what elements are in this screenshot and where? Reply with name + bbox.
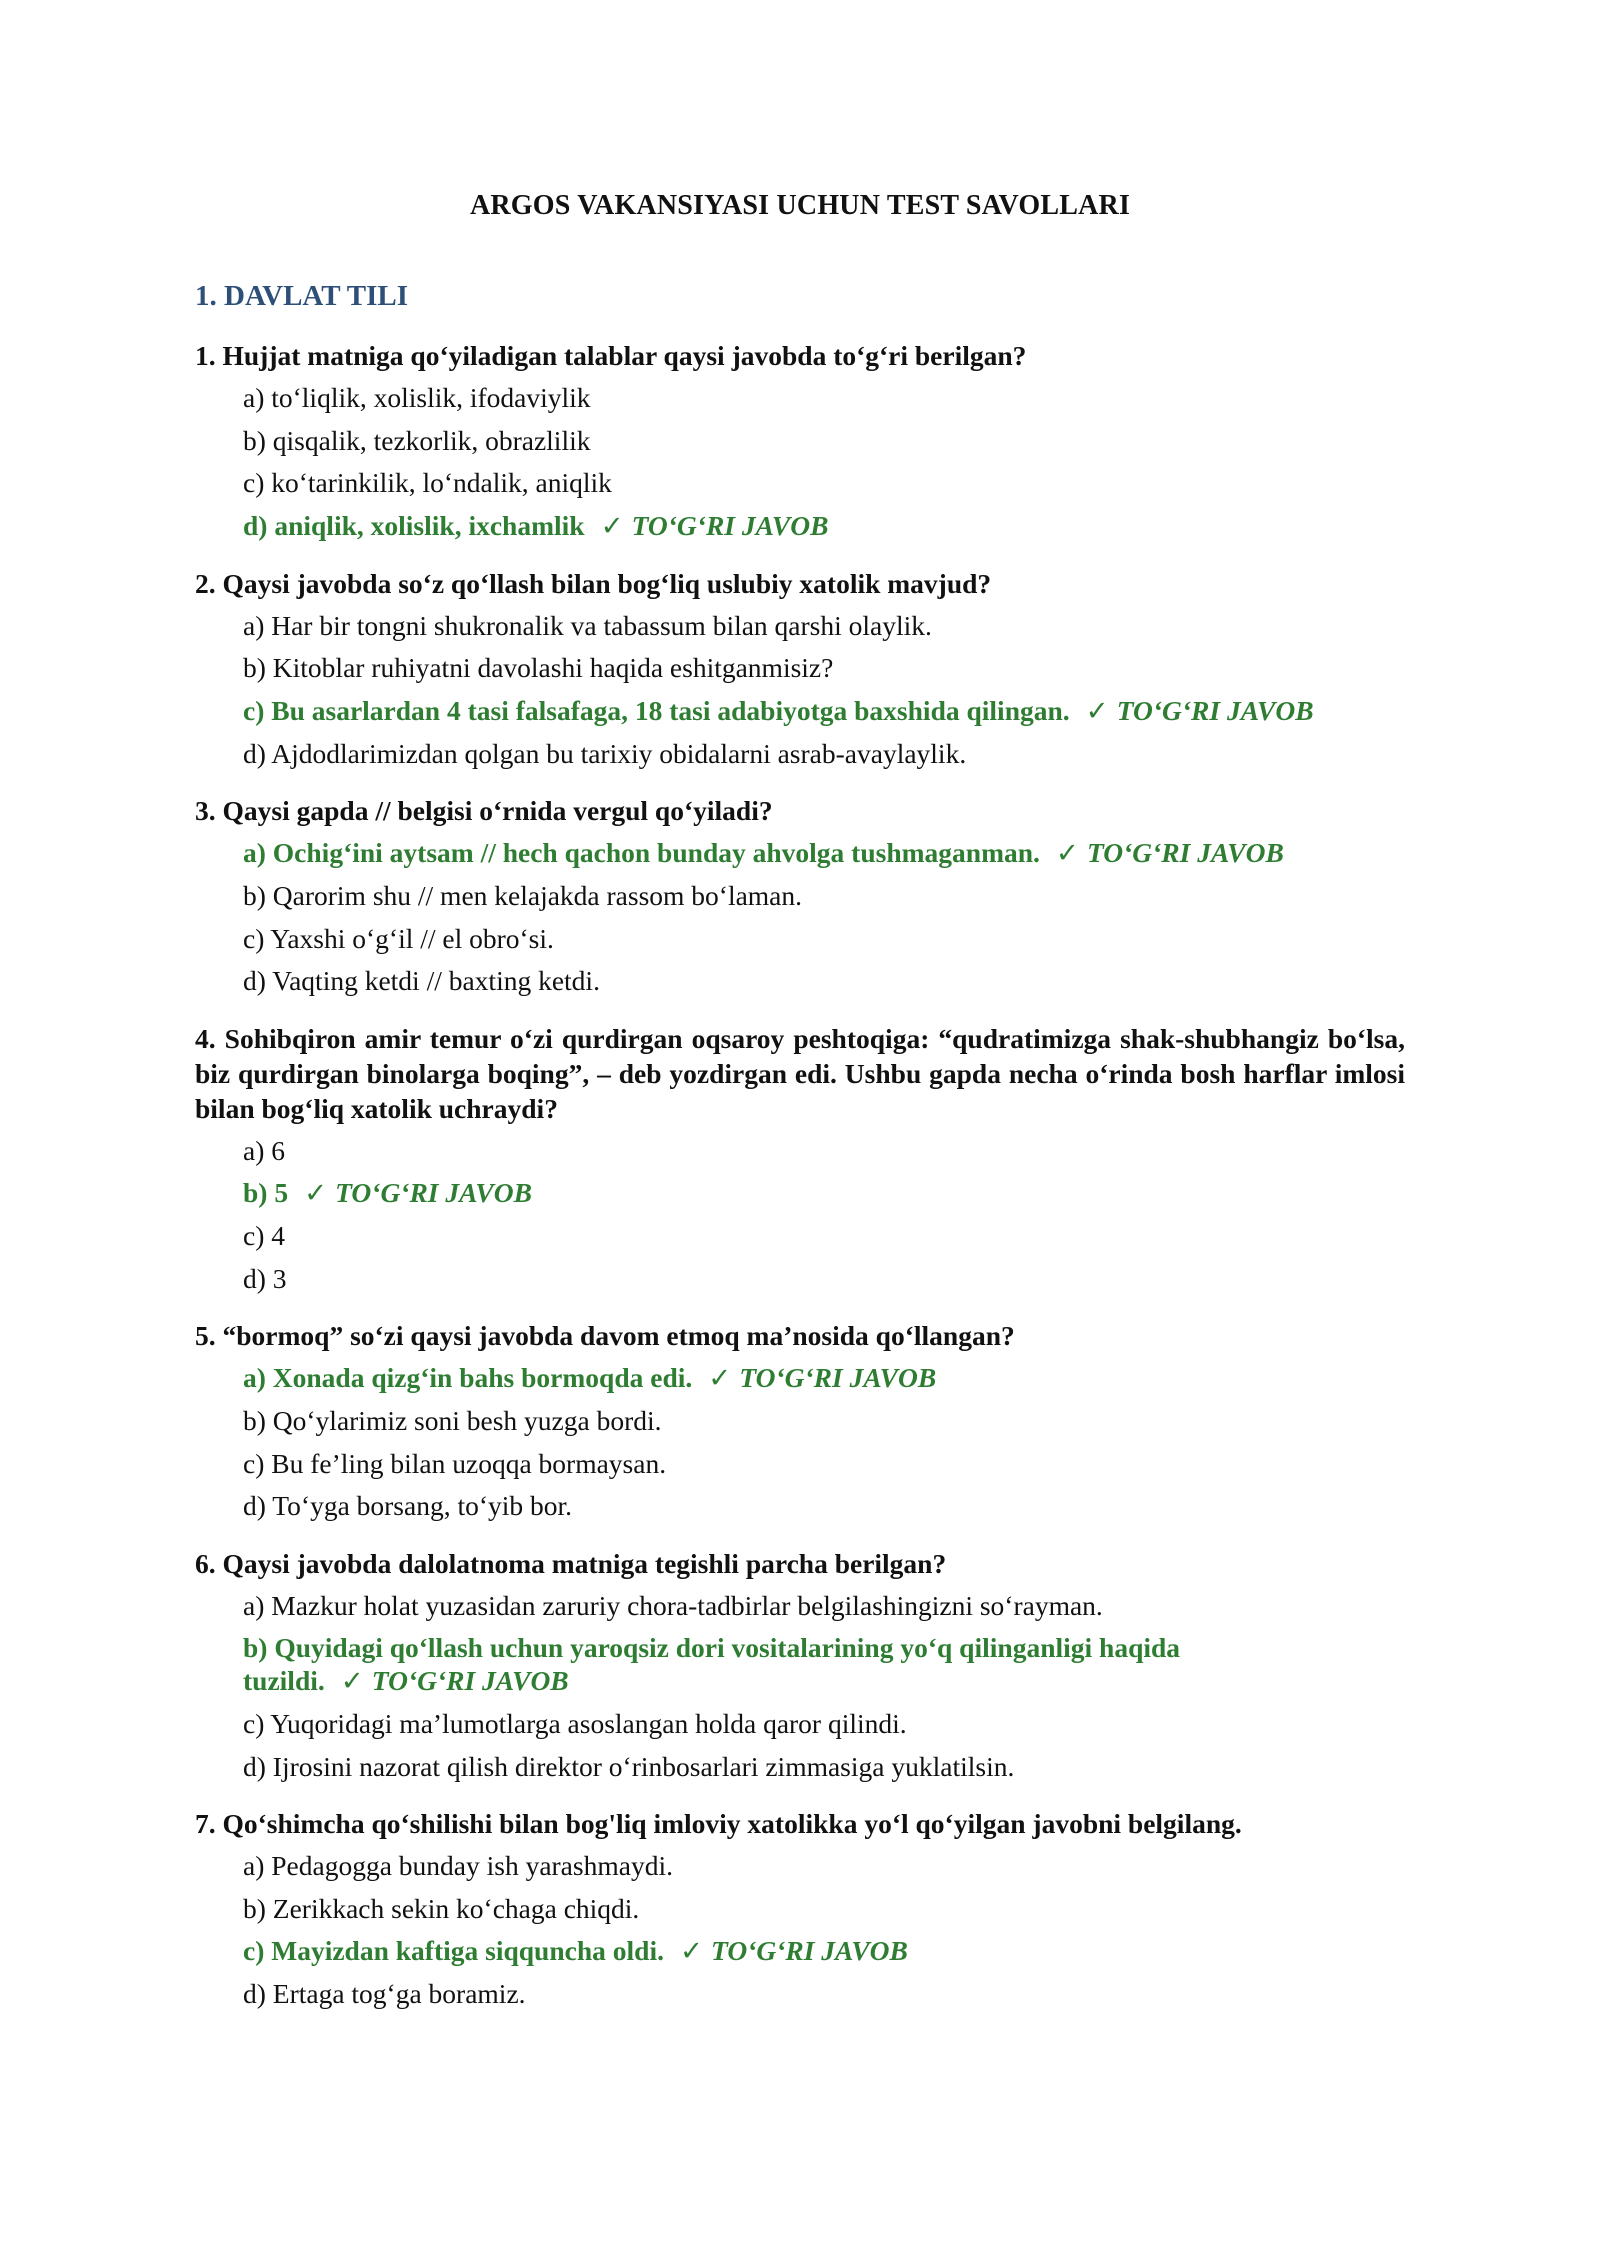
option-text: b) 5 <box>243 1177 289 1208</box>
question-block <box>195 338 1405 548</box>
answer-option <box>243 918 1405 961</box>
answer-option <box>243 377 1405 420</box>
answer-option <box>243 647 1405 690</box>
correct-answer-marker <box>708 1362 936 1393</box>
answer-option <box>243 1215 1405 1258</box>
correct-answer-label: TO‘G‘RI JAVOB <box>711 1935 908 1966</box>
option-text: b) qisqalik, tezkorlik, obrazlilik <box>243 424 591 456</box>
correct-answer-option <box>243 1357 1405 1400</box>
answer-option <box>243 1443 1405 1486</box>
answer-option <box>243 420 1405 463</box>
option-text: a) Xonada qizg‘in bahs bormoqda edi. <box>243 1362 693 1393</box>
checkmark-icon: ✓ <box>600 509 624 542</box>
answer-option <box>243 733 1405 776</box>
question-block <box>195 1021 1405 1301</box>
question-text: 4. Sohibqiron amir temur o‘zi qurdirgan oqsaroy peshtoqiga: “qudratimizga shak-shubhangiz bo‘lsa, biz qurdirgan binolarga boqing”, – deb yozdirgan edi. Ushbu gapda necha o‘rinda bosh harflar imlosi bilan bog‘liq xatolik uchraydi? <box>195 1022 1405 1124</box>
correct-answer-marker <box>680 1935 908 1966</box>
question-block <box>195 1806 1405 2016</box>
option-text: c) Mayizdan kaftiga siqquncha oldi. <box>243 1935 664 1966</box>
answer-option <box>243 1888 1405 1931</box>
correct-answer-option <box>243 505 1405 548</box>
answer-option <box>243 875 1405 918</box>
checkmark-icon: ✓ <box>304 1177 328 1209</box>
option-text: a) Har bir tongni shukronalik va tabassum bilan qarshi olaylik. <box>243 609 932 641</box>
option-text: a) 6 <box>243 1134 285 1166</box>
option-text: b) Kitoblar ruhiyatni davolashi haqida eshitganmisiz? <box>243 652 834 683</box>
answer-option <box>243 1845 1405 1888</box>
answer-option <box>243 1400 1405 1443</box>
option-text: a) to‘liqlik, xolislik, ifodaviylik <box>243 382 591 413</box>
question-text: 1. Hujjat matniga qo‘yiladigan talablar qaysi javobda to‘g‘ri berilgan? <box>195 340 1027 371</box>
question-text: 6. Qaysi javobda dalolatnoma matniga tegishli parcha berilgan? <box>195 1547 947 1579</box>
answer-option <box>243 1585 1405 1628</box>
question-block <box>195 1546 1405 1789</box>
answer-options <box>195 1845 1405 2016</box>
correct-answer-label: TO‘G‘RI JAVOB <box>371 1665 569 1696</box>
answer-options <box>195 1585 1405 1789</box>
answer-option <box>243 1973 1405 2016</box>
option-text: d) Ertaga tog‘ga boramiz. <box>243 1978 526 2009</box>
correct-answer-label: TO‘G‘RI JAVOB <box>631 509 829 541</box>
option-text: d) Vaqting ketdi // baxting ketdi. <box>243 965 600 996</box>
option-text: a) Pedagogga bunday ish yarashmaydi. <box>243 1850 673 1881</box>
answer-option <box>243 462 1405 505</box>
answer-options <box>195 605 1405 776</box>
question-text: 3. Qaysi gapda // belgisi o‘rnida vergul qo‘yiladi? <box>195 795 773 826</box>
question-block <box>195 566 1405 776</box>
question-block <box>195 1318 1405 1528</box>
option-text: c) Bu asarlardan 4 tasi falsafaga, 18 tasi adabiyotga baxshida qilingan. <box>243 694 1070 726</box>
answer-options <box>195 377 1405 548</box>
correct-answer-marker <box>341 1665 569 1696</box>
option-text: a) Ochig‘ini aytsam // hech qachon bunday ahvolga tushmaganman. <box>243 837 1040 868</box>
question-list <box>195 338 1405 2034</box>
question-block <box>195 793 1405 1003</box>
answer-option <box>243 1703 1405 1746</box>
correct-answer-marker <box>304 1177 532 1208</box>
option-text: b) Zerikkach sekin ko‘chaga chiqdi. <box>243 1892 640 1924</box>
correct-answer-option <box>243 832 1405 875</box>
answer-option <box>243 960 1405 1003</box>
correct-answer-label: TO‘G‘RI JAVOB <box>739 1362 937 1393</box>
correct-answer-option <box>243 1172 1405 1215</box>
answer-option <box>243 1130 1405 1173</box>
checkmark-icon: ✓ <box>340 1665 364 1697</box>
section-heading: 1. DAVLAT TILI <box>195 280 409 312</box>
checkmark-icon: ✓ <box>679 1935 704 1967</box>
correct-answer-marker <box>1056 837 1284 868</box>
answer-option <box>243 605 1405 648</box>
correct-answer-option <box>243 1930 1405 1973</box>
answer-options <box>195 832 1405 1003</box>
option-text: b) Qo‘ylarimiz soni besh yuzga bordi. <box>243 1405 662 1436</box>
correct-answer-option <box>243 1627 1405 1703</box>
correct-answer-marker <box>601 510 829 541</box>
checkmark-icon: ✓ <box>1085 694 1109 727</box>
option-text: c) 4 <box>243 1220 285 1251</box>
correct-answer-option <box>243 690 1405 733</box>
question-text: 2. Qaysi javobda so‘z qo‘llash bilan bog‘liq uslubiy xatolik mavjud? <box>195 567 992 599</box>
option-text: b) Qarorim shu // men kelajakda rassom bo‘laman. <box>243 880 803 911</box>
option-text: c) Bu fe’ling bilan uzoqqa bormaysan. <box>243 1447 667 1479</box>
option-text: d) Ijrosini nazorat qilish direktor o‘rinbosarlari zimmasiga yuklatilsin. <box>243 1750 1015 1782</box>
answer-option <box>243 1258 1405 1301</box>
answer-option <box>243 1746 1405 1789</box>
answer-options <box>195 1357 1405 1528</box>
option-text: c) Yuqoridagi ma’lumotlarga asoslangan holda qaror qilindi. <box>243 1708 907 1739</box>
option-text: c) Yaxshi o‘g‘il // el obro‘si. <box>243 922 554 954</box>
correct-answer-label: TO‘G‘RI JAVOB <box>1086 837 1284 868</box>
correct-answer-label: TO‘G‘RI JAVOB <box>1116 694 1314 726</box>
option-text: a) Mazkur holat yuzasidan zaruriy chora-tadbirlar belgilashingizni so‘rayman. <box>243 1589 1103 1621</box>
document-title: ARGOS VAKANSIYASI UCHUN TEST SAVOLLARI <box>469 190 1131 221</box>
checkmark-icon: ✓ <box>708 1362 732 1394</box>
option-text: d) 3 <box>243 1262 287 1294</box>
correct-answer-label: TO‘G‘RI JAVOB <box>335 1177 532 1208</box>
option-text: d) Ajdodlarimizdan qolgan bu tarixiy obidalarni asrab-avaylaylik. <box>243 737 967 769</box>
option-text: b) Quyidagi qo‘llash uchun yaroqsiz dori vositalarining yo‘q qilinganligi haqida tuzildi. <box>243 1632 1181 1696</box>
option-text: d) aniqlik, xolislik, ixchamlik <box>243 509 585 541</box>
option-text: d) To‘yga borsang, to‘yib bor. <box>243 1490 573 1521</box>
correct-answer-marker <box>1086 695 1314 726</box>
option-text: c) ko‘tarinkilik, lo‘ndalik, aniqlik <box>243 467 612 498</box>
checkmark-icon: ✓ <box>1055 837 1079 869</box>
question-text: 5. “bormoq” so‘zi qaysi javobda davom etmoq ma’nosida qo‘llangan? <box>195 1320 1015 1351</box>
answer-options <box>195 1130 1405 1301</box>
answer-option <box>243 1485 1405 1528</box>
question-text: 7. Qo‘shimcha qo‘shilishi bilan bog'liq imloviy xatolikka yo‘l qo‘yilgan javobni belgilang. <box>195 1808 1242 1839</box>
